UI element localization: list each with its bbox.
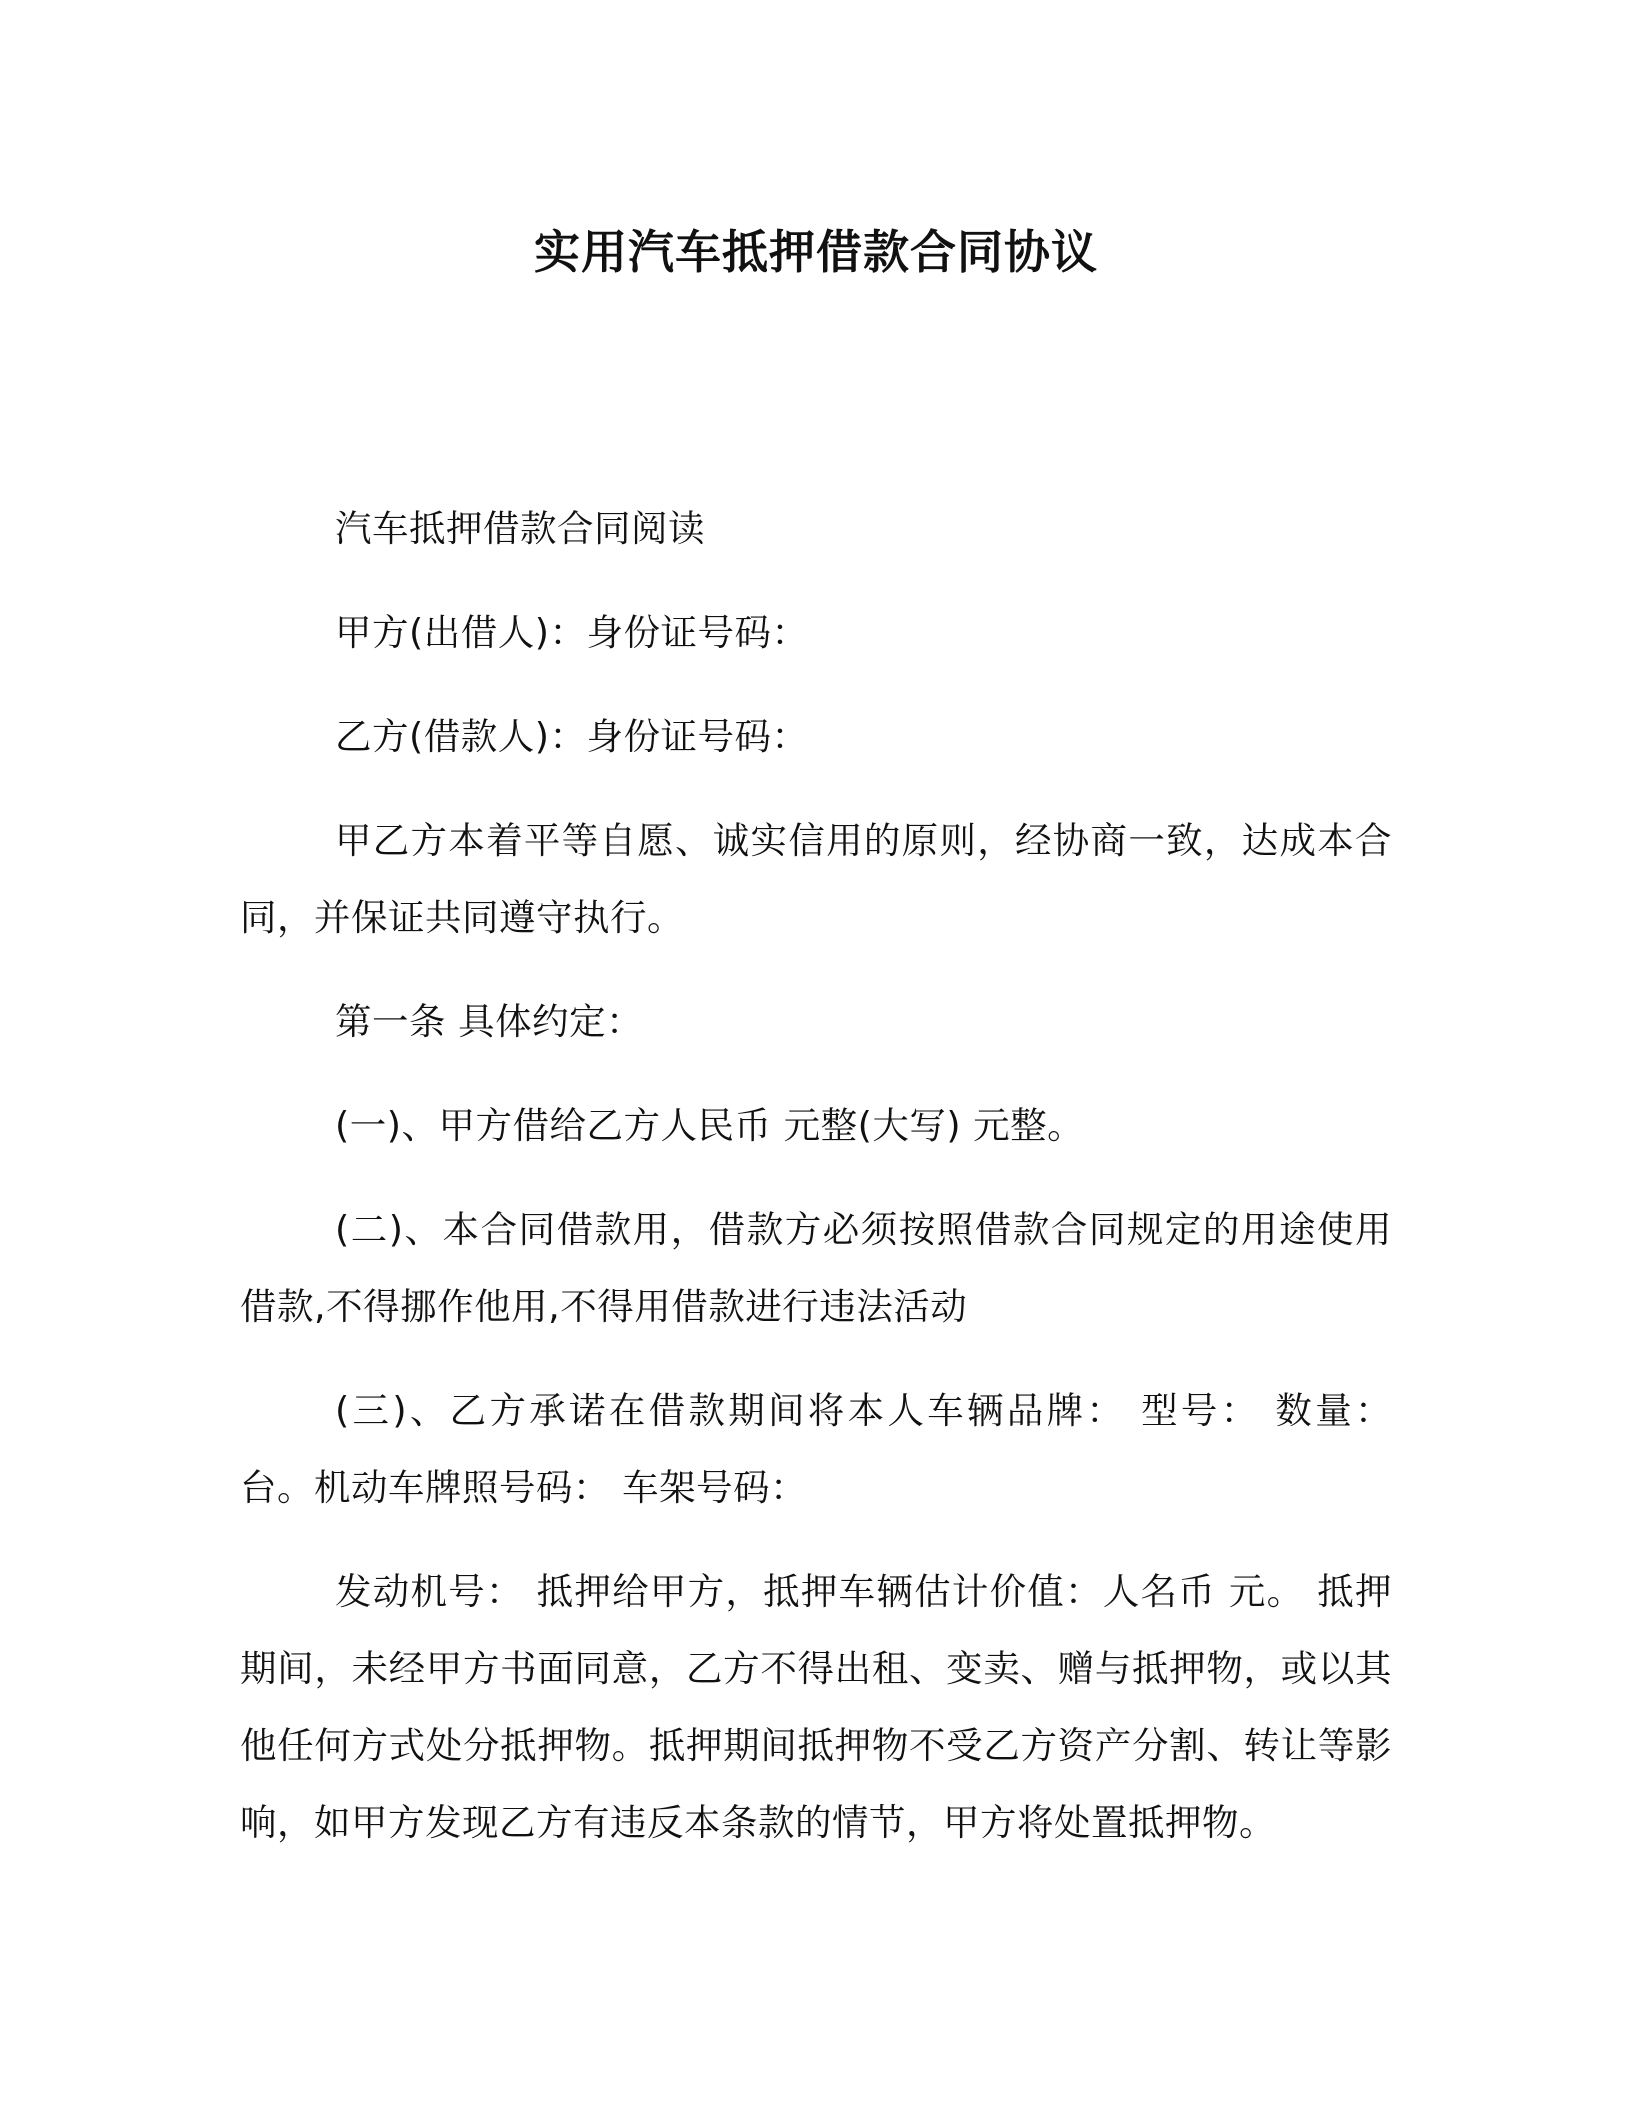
paragraph-party-b: 乙方(借款人)：身份证号码： <box>335 715 809 758</box>
paragraph-clause-3: (三)、乙方承诺在借款期间将本人车辆品牌： 型号： 数量： 台。机动车牌照号码： 车架号码： <box>240 1389 1392 1509</box>
paragraph-party-a: 甲方(出借人)：身份证号码： <box>335 611 809 654</box>
document-body <box>240 490 1392 1888</box>
document-title: 实用汽车抵押借款合同协议 <box>534 225 1098 279</box>
paragraph-engine-and-mortgage-terms: 发动机号： 抵押给甲方，抵押车辆估计价值：人名币 元。 抵押期间，未经甲方书面同意，乙方不得出租、变卖、赠与抵押物，或以其他任何方式处分抵押物。抵押期间抵押物不受乙方资产分割、转让等影响，如甲方发现乙方有违反本条款的情节，甲方将处置抵押物。 <box>240 1570 1392 1844</box>
paragraph-clause-1: (一)、甲方借给乙方人民币 元整(大写) 元整。 <box>335 1104 1085 1147</box>
paragraph-article-one-heading: 第一条 具体约定： <box>335 1000 644 1043</box>
paragraph-preamble: 甲乙方本着平等自愿、诚实信用的原则，经协商一致，达成本合同，并保证共同遵守执行。 <box>240 819 1392 939</box>
paragraph-subtitle: 汽车抵押借款合同阅读 <box>335 507 705 550</box>
paragraph-clause-2: (二)、本合同借款用，借款方必须按照借款合同规定的用途使用借款,不得挪作他用,不得用借款进行违法活动 <box>240 1208 1392 1328</box>
